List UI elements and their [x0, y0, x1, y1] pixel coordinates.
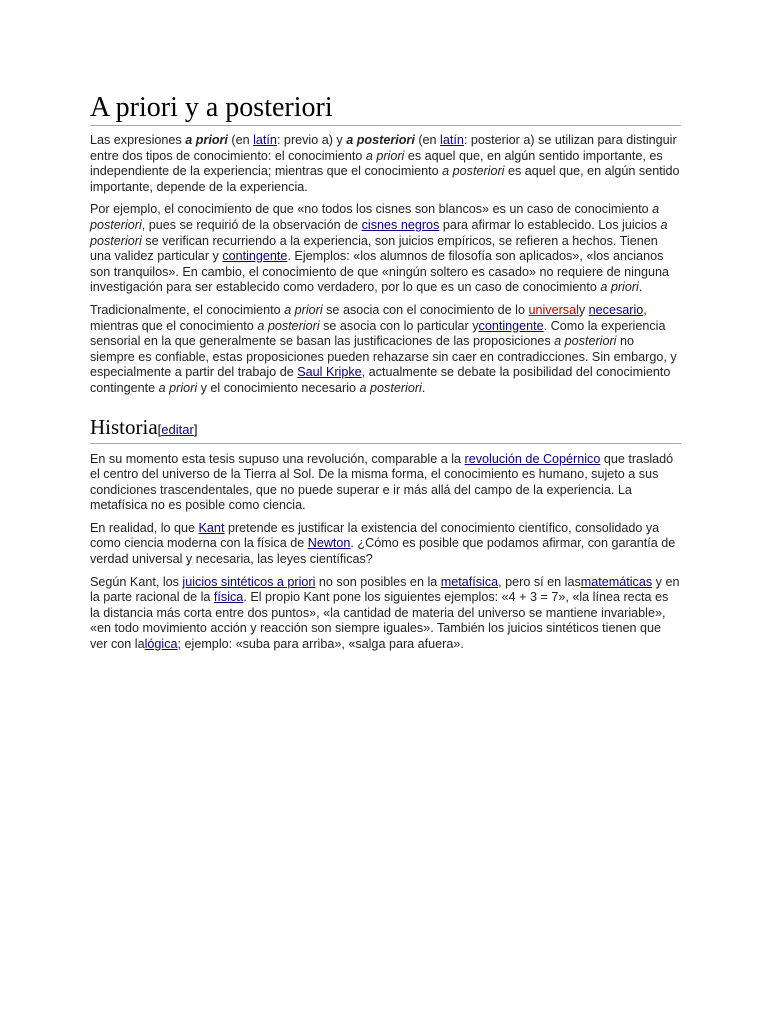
- text: . Como la experiencia sensorial en la que generalmente se basan las justificaciones de las proposiciones: [90, 318, 666, 349]
- text: ; ejemplo: «suba para arriba», «salga para afuera».: [177, 637, 464, 652]
- text: , pues se requirió de la observación de: [141, 217, 362, 232]
- text: (en: [227, 133, 254, 147]
- link-necesario[interactable]: necesario: [588, 302, 644, 317]
- link-universal[interactable]: universal: [528, 302, 579, 317]
- text: (en: [414, 133, 441, 147]
- text: : previo a) y: [276, 133, 347, 147]
- link-logica[interactable]: lógica: [144, 637, 178, 652]
- text: Las expresiones: [90, 133, 186, 147]
- italic-text: a priori: [600, 280, 639, 295]
- text: se asocia con lo particular y: [319, 318, 479, 333]
- italic-text: a priori: [158, 380, 198, 395]
- historia-paragraph-3: [90, 575, 681, 653]
- term-a-posteriori: a posteriori: [346, 133, 415, 147]
- text: .: [638, 280, 643, 295]
- text: Por ejemplo, el conocimiento de que «no todos los cisnes son blancos» es un caso de conocimiento: [90, 202, 653, 217]
- text: que trasladó el centro del universo de la Tierra al Sol. De la misma forma, el conocimiento es humano, sujeto a sus condiciones trascendentales, que no puede superar e ir más allá del campo de la experiencia. La metafísica no es posible como ciencia.: [90, 451, 674, 513]
- italic-text: a posteriori: [554, 334, 617, 349]
- text: . ¿Cómo es posible que podamos afirmar, con garantía de verdad universal y necesaria, las leyes científicas?: [90, 536, 676, 567]
- link-fisica[interactable]: física: [213, 590, 244, 605]
- link-cisnes-negros[interactable]: cisnes negros: [361, 217, 440, 232]
- intro-paragraph-3: [90, 303, 681, 397]
- page-title: A priori y a posteriori: [90, 92, 681, 126]
- section-heading-historia: [90, 415, 681, 444]
- link-newton[interactable]: Newton: [307, 536, 351, 551]
- text: . Ejemplos: «los alumnos de filosofía son aplicados», «los ancianos son tranquilos». En cambio, el conocimiento de que «ningún soltero es casado» no requiere de ninguna investigación para ser establecido como verdadero, por lo que es un caso de conocimiento: [90, 249, 670, 295]
- article: [90, 92, 681, 660]
- edit-section-link[interactable]: editar: [161, 421, 194, 437]
- italic-text: a posteriori: [90, 202, 660, 232]
- section-heading-text: Historia: [90, 414, 158, 439]
- link-kant[interactable]: Kant: [198, 520, 225, 535]
- italic-text: a posteriori: [257, 318, 320, 333]
- italic-text: a posteriori: [359, 380, 422, 395]
- italic-text: a posteriori: [90, 217, 668, 248]
- term-a-priori: a priori: [185, 133, 228, 147]
- italic-text: a posteriori: [442, 164, 505, 179]
- text: no siempre es confiable, estas proposiciones pueden rehazarse sin caer en contradicciones. Sin embargo, y especialmente a partir del trabajo de: [90, 334, 677, 380]
- link-contingente[interactable]: contingente: [222, 249, 288, 264]
- link-contingente-2[interactable]: contingente: [478, 318, 544, 333]
- edit-section: [158, 422, 198, 437]
- text: , actualmente se debate la posibilidad del conocimiento contingente: [90, 365, 671, 395]
- text: se asocia con el conocimiento de lo: [322, 302, 529, 317]
- text: pretende es justificar la existencia del conocimiento científico, consolidado ya como ciencia moderna con la física de: [90, 520, 660, 551]
- text: : posterior a) se utilizan para distinguir entre dos tipos de conocimiento: el conocimiento: [90, 133, 677, 163]
- link-juicios-sinteticos[interactable]: juicios sintéticos a priori: [182, 574, 316, 589]
- bracket: ]: [193, 421, 198, 437]
- text: es aquel que, en algún sentido importante, depende de la experiencia.: [90, 164, 680, 194]
- text: . El propio Kant pone los siguientes ejemplos: «4 + 3 = 7», «la línea recta es la distancia más corta entre dos puntos», «la cantidad de materia del universo se mantiene invariable», «en todo movimiento acción y reacción son siempre iguales». También los juicios sintéticos tienen que ver con la: [90, 590, 669, 652]
- historia-paragraph-1: [90, 452, 681, 514]
- text: .: [421, 380, 426, 395]
- text: , mientras que el conocimiento: [90, 302, 647, 333]
- text: En su momento esta tesis supuso una revolución, comparable a la: [90, 451, 465, 466]
- link-latin-2[interactable]: latín: [440, 133, 464, 147]
- historia-paragraph-2: [90, 521, 681, 568]
- text: para afirmar lo establecido. Los juicios: [439, 217, 661, 232]
- text: es aquel que, en algún sentido importante, es independiente de la experiencia; mientras que el conocimiento: [90, 148, 663, 179]
- text: y el conocimiento necesario: [197, 380, 360, 395]
- link-latin[interactable]: latín: [253, 133, 277, 147]
- text: no son posibles en la: [315, 574, 441, 589]
- text: y: [578, 302, 589, 317]
- intro-paragraph-2: [90, 202, 681, 296]
- link-saul-kripke[interactable]: Saul Kripke: [297, 365, 362, 380]
- intro-paragraph-1: [90, 133, 681, 195]
- italic-text: a priori: [284, 302, 323, 317]
- text: Según Kant, los: [90, 574, 183, 589]
- text: y en la parte racional de la: [90, 574, 680, 605]
- bracket: [: [157, 421, 162, 437]
- text: se verifican recurriendo a la experiencia, son juicios empíricos, se refieren a hechos. Tienen una validez particular y: [90, 233, 658, 264]
- text: En realidad, lo que: [90, 520, 199, 535]
- link-metafisica[interactable]: metafísica: [440, 574, 499, 589]
- link-revolucion-copernico[interactable]: revolución de Copérnico: [464, 451, 601, 466]
- italic-text: a priori: [365, 148, 405, 163]
- text: , pero sí en las: [498, 574, 581, 589]
- text: Tradicionalmente, el conocimiento: [90, 302, 285, 317]
- link-matematicas[interactable]: matemáticas: [580, 574, 653, 589]
